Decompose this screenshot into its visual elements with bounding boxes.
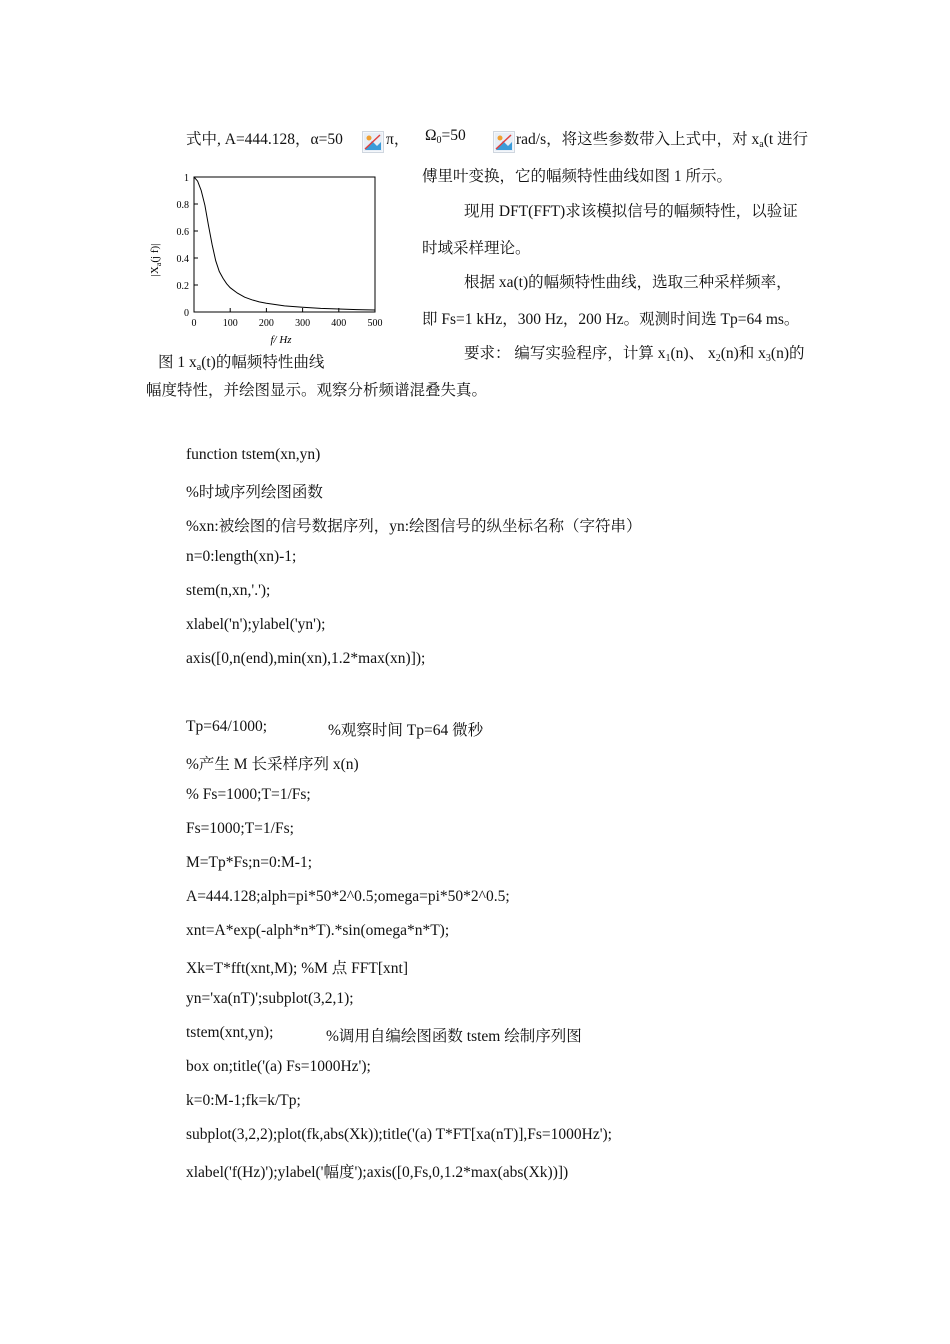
intro-text: (t 进行	[763, 131, 809, 148]
code-line: %xn:被绘图的信号数据序列，yn:绘图信号的纵坐标名称（字符串）	[186, 518, 642, 535]
code-line: function tstem(xn,yn)	[186, 446, 321, 463]
x-tick-label: 300	[295, 318, 311, 329]
intro-text: 要求： 编写实验程序，计算 x	[464, 345, 666, 362]
broken-image-icon	[362, 131, 384, 153]
code-line: Tp=64/1000;	[186, 718, 268, 735]
x-tick-label: 200	[258, 318, 274, 329]
intro-omega	[425, 127, 466, 146]
intro-text: (n)、 x	[670, 345, 716, 362]
intro-line-1	[186, 127, 343, 149]
code-line: tstem(xnt,yn);	[186, 1024, 274, 1041]
code-line: k=0:M-1;fk=k/Tp;	[186, 1092, 301, 1109]
intro-line-7	[464, 341, 805, 364]
caption-text: 图 1 x	[158, 354, 197, 371]
magnitude-curve	[194, 177, 375, 310]
subscript: a	[759, 139, 764, 150]
code-line: A=444.128;alph=pi*50*2^0.5;omega=pi*50*2^0.5;	[186, 888, 510, 905]
code-line: stem(n,xn,'.');	[186, 582, 271, 599]
subscript: 3	[765, 353, 771, 364]
intro-line-8: 幅度特性，并绘图显示。观察分析频谱混叠失真。	[146, 382, 488, 399]
code-line: yn='xa(nT)';subplot(3,2,1);	[186, 990, 354, 1007]
subscript: a	[196, 362, 202, 373]
subscript: 1	[665, 353, 671, 364]
code-line: Xk=T*fft(xnt,M); %M 点 FFT[xnt]	[186, 960, 409, 977]
code-line: xlabel('f(Hz)');ylabel('幅度');axis([0,Fs,0,1.2*max(abs(Xk))])	[186, 1164, 569, 1181]
pi-text: π，	[386, 131, 410, 148]
caption-text: (t)的幅频特性曲线	[201, 354, 325, 371]
code-line: M=Tp*Fs;n=0:M-1;	[186, 854, 312, 871]
code-line: % Fs=1000;T=1/Fs;	[186, 786, 311, 803]
figure-caption	[158, 350, 324, 373]
intro-line-3: 现用 DFT(FFT)求该模拟信号的幅频特性，以验证	[464, 203, 798, 220]
code-line: xnt=A*exp(-alph*n*T).*sin(omega*n*T);	[186, 922, 450, 939]
code-line: %时域序列绘图函数	[186, 484, 323, 501]
subscript: 2	[715, 353, 721, 364]
x-tick-label: 400	[331, 318, 347, 329]
intro-line-4: 时域采样理论。	[422, 240, 531, 257]
intro-text: (n)的	[770, 345, 805, 362]
x-tick-label: 0	[191, 318, 197, 329]
intro-line-5: 根据 xa(t)的幅频特性曲线，选取三种采样频率，	[464, 274, 792, 291]
code-line: Fs=1000;T=1/Fs;	[186, 820, 294, 837]
y-axis-label: $|X_a(j$ f)|	[149, 243, 163, 277]
intro-line-2: 傅里叶变换，它的幅频特性曲线如图 1 所示。	[422, 168, 733, 185]
y-tick-label: 0.4	[176, 254, 189, 265]
code-comment: %观察时间 Tp=64 微秒	[328, 722, 484, 739]
omega-text: Ω	[425, 127, 437, 144]
code-comment: %调用自编绘图函数 tstem 绘制序列图	[326, 1028, 582, 1045]
y-tick-label: 0.6	[176, 227, 189, 238]
intro-text: 式中, A=444.128，α=50	[186, 131, 343, 148]
intro-text: rad/s，将这些参数带入上式中，对 x	[516, 131, 760, 148]
omega-value: =50	[441, 127, 466, 144]
figure-1-chart	[140, 168, 400, 348]
x-axis-label: f/ Hz	[270, 334, 292, 346]
x-tick-label: 100	[222, 318, 238, 329]
intro-pi	[386, 127, 409, 149]
code-line: %产生 M 长采样序列 x(n)	[186, 756, 359, 773]
x-tick-label: 500	[367, 318, 383, 329]
code-line: box on;title('(a) Fs=1000Hz');	[186, 1058, 371, 1075]
y-tick-label: 0.2	[176, 281, 189, 292]
y-tick-label: 0.8	[176, 200, 189, 211]
y-tick-label: 1	[184, 173, 189, 184]
intro-text: (n)和 x	[720, 345, 766, 362]
intro-line-6: 即 Fs=1 kHz，300 Hz，200 Hz。观测时间选 Tp=64 ms。	[422, 311, 800, 328]
code-line: n=0:length(xn)-1;	[186, 548, 297, 565]
intro-line-1-end	[516, 127, 808, 150]
omega-sub: 0	[436, 135, 442, 146]
code-line: xlabel('n');ylabel('yn');	[186, 616, 326, 633]
broken-image-icon	[493, 131, 515, 153]
plot-frame	[194, 177, 375, 312]
code-line: axis([0,n(end),min(xn),1.2*max(xn)]);	[186, 650, 426, 667]
y-tick-label: 0	[184, 308, 189, 319]
code-line: subplot(3,2,2);plot(fk,abs(Xk));title('(a) T*FT[xa(nT)],Fs=1000Hz');	[186, 1126, 612, 1143]
